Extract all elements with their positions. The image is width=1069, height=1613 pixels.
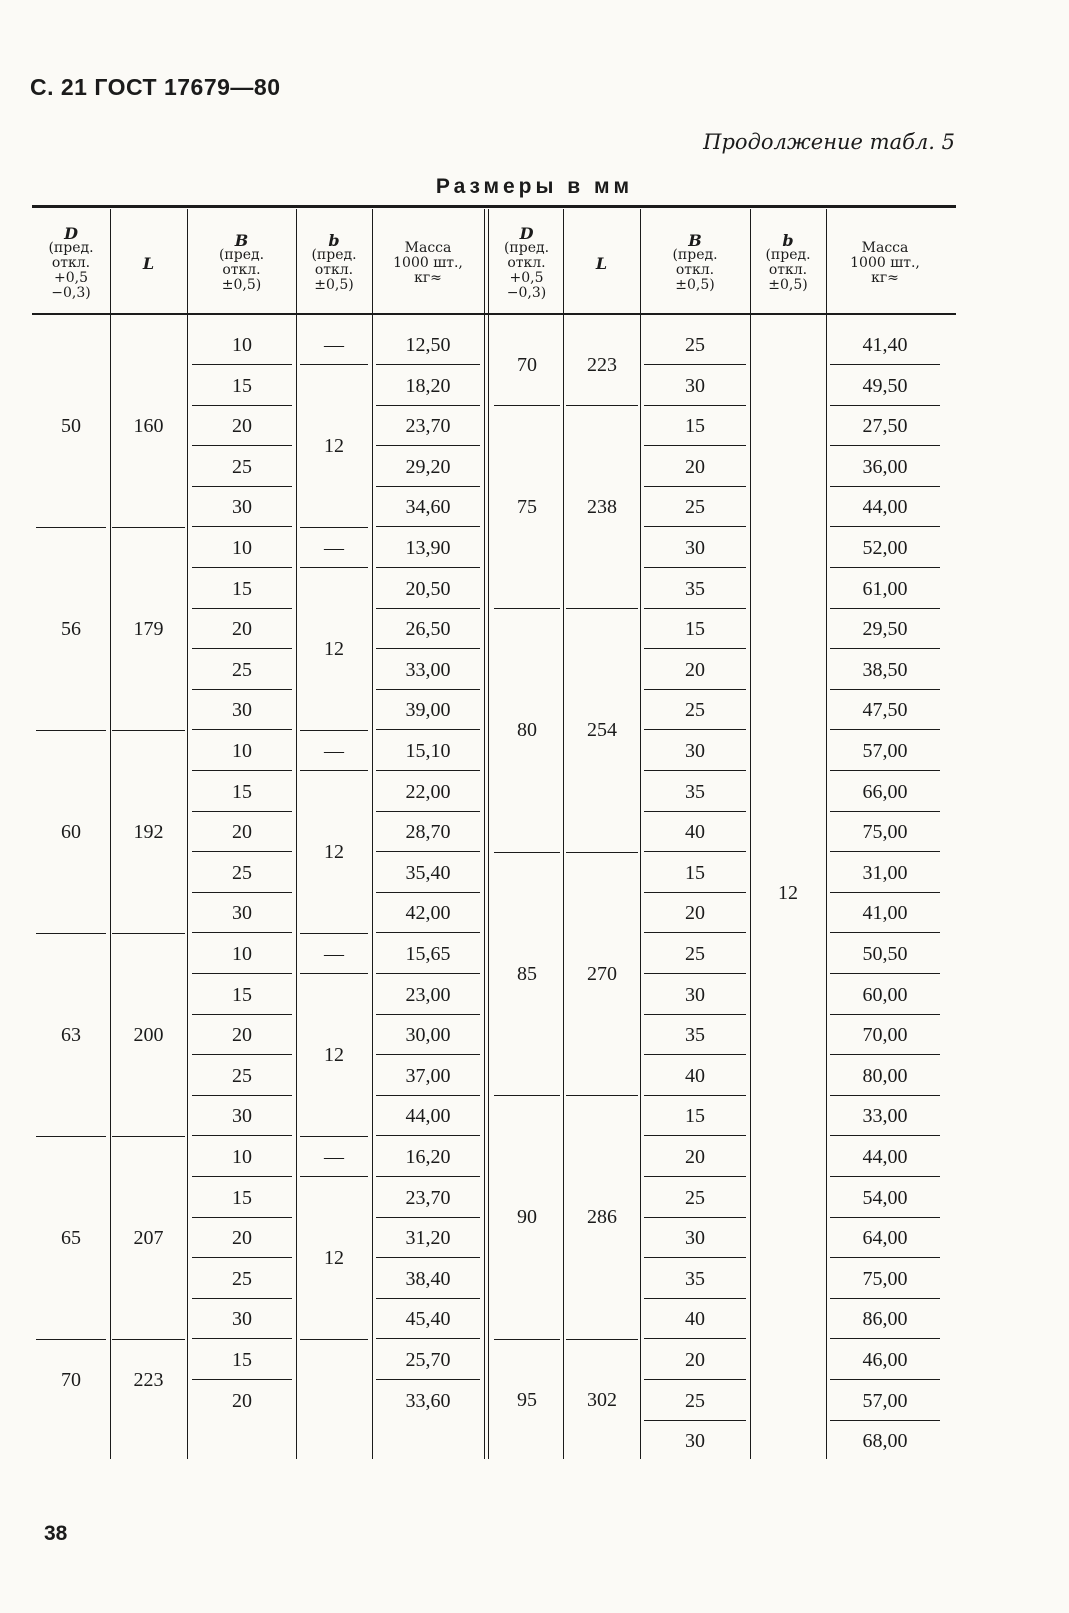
- cell-L: 286: [566, 1096, 638, 1340]
- cell-B: 25: [192, 1259, 292, 1299]
- cell-mass: 86,00: [830, 1299, 940, 1339]
- cell-B: 20: [192, 1015, 292, 1055]
- cell-mass: 75,00: [830, 1259, 940, 1299]
- cell-B: 15: [192, 1340, 292, 1380]
- cell-B: 15: [192, 1178, 292, 1218]
- cell-mass: 80,00: [830, 1056, 940, 1096]
- cell-B: 10: [192, 934, 292, 974]
- cell-mass: 57,00: [830, 1381, 940, 1421]
- cell-mass: 25,70: [376, 1340, 480, 1380]
- cell-L: 192: [112, 731, 185, 934]
- column-header: [32, 205, 110, 321]
- column-divider: [826, 209, 827, 1459]
- cell-mass: 57,00: [830, 731, 940, 771]
- cell-B: 20: [192, 812, 292, 852]
- cell-L: 302: [587, 1389, 617, 1412]
- cell-B: 15: [192, 569, 292, 609]
- header-line: откл.: [51, 254, 91, 271]
- column-header: [640, 205, 750, 321]
- cell-B: 40: [644, 812, 746, 852]
- column-divider: [750, 209, 751, 1459]
- cell-B: 10: [192, 325, 292, 365]
- cell-B: 20: [644, 1137, 746, 1177]
- cell-mass: 26,50: [376, 609, 480, 649]
- cell-B: 20: [644, 893, 746, 933]
- cell-mass: 18,20: [376, 366, 480, 406]
- cell-mass: 15,10: [376, 731, 480, 771]
- cell-mass: 70,00: [830, 1015, 940, 1055]
- cell-B: 40: [644, 1299, 746, 1339]
- cell-mass: 44,00: [376, 1096, 480, 1136]
- cell-B: 20: [644, 447, 746, 487]
- header-line: −0,3): [51, 284, 91, 301]
- header-line: ±0,5): [768, 277, 808, 293]
- header-line: откл.: [507, 254, 546, 271]
- cell-mass: 29,20: [376, 447, 480, 487]
- cell-B: 25: [644, 487, 746, 527]
- cell-b-dash: —: [300, 934, 368, 974]
- units-caption: Размеры в мм: [435, 175, 634, 198]
- cell-b-dash: —: [300, 731, 368, 771]
- cell-B: 20: [644, 650, 746, 690]
- cell-B: 15: [192, 772, 292, 812]
- cell-L: 270: [566, 853, 638, 1097]
- cell-mass: 41,00: [830, 893, 940, 933]
- cell-L: 223: [133, 1369, 164, 1392]
- cell-B: 35: [644, 569, 746, 609]
- cell-mass: 36,00: [830, 447, 940, 487]
- cell-B: 25: [644, 934, 746, 974]
- cell-b: 12: [300, 975, 368, 1137]
- cell-D: 70: [494, 325, 560, 406]
- header-symbol: D: [64, 223, 78, 243]
- cell-B: 10: [192, 731, 292, 771]
- header-symbol: B: [688, 231, 702, 250]
- column-divider: [640, 209, 641, 1459]
- header-line: (пред.: [311, 247, 357, 263]
- cell-B: 30: [644, 366, 746, 406]
- cell-L: 238: [566, 406, 638, 609]
- cell-mass: 45,40: [376, 1299, 480, 1339]
- header-line: 1000 шт.,: [850, 254, 920, 271]
- cell-mass: 33,00: [830, 1096, 940, 1136]
- header-line: откл.: [222, 262, 261, 278]
- column-divider: [372, 209, 373, 1459]
- header-symbol: L: [595, 253, 608, 273]
- cell-B: 15: [192, 366, 292, 406]
- cell-b: 12: [300, 366, 368, 528]
- cell-B: 15: [644, 609, 746, 649]
- cell-B: 15: [644, 853, 746, 893]
- column-header: [187, 205, 296, 321]
- cell-mass: 64,00: [830, 1218, 940, 1258]
- cell-mass: 16,20: [376, 1137, 480, 1177]
- cell-L: 179: [112, 528, 185, 731]
- cell-L: 160: [112, 325, 185, 528]
- cell-b-dash: —: [300, 528, 368, 568]
- cell-B: 25: [644, 325, 746, 365]
- cell-mass: 29,50: [830, 609, 940, 649]
- cell-b-dash: —: [300, 325, 368, 365]
- cell-B: 30: [192, 487, 292, 527]
- cell-B: 15: [644, 406, 746, 446]
- cell-B: 30: [644, 975, 746, 1015]
- header-line: кг≈: [871, 269, 899, 286]
- header-line: кг≈: [414, 269, 442, 286]
- cell-mass: 33,00: [376, 650, 480, 690]
- page-number: 38: [44, 1522, 68, 1545]
- header-symbol: b: [328, 231, 340, 250]
- cell-b: 12: [778, 881, 798, 904]
- cell-mass: 22,00: [376, 772, 480, 812]
- header-line: (пред.: [48, 239, 94, 256]
- cell-mass: 68,00: [862, 1430, 908, 1453]
- cell-D: 60: [36, 731, 106, 934]
- cell-D: 90: [494, 1096, 560, 1340]
- cell-B: 25: [644, 690, 746, 730]
- cell-mass: 30,00: [376, 1015, 480, 1055]
- cell-mass: 12,50: [376, 325, 480, 365]
- cell-mass: 35,40: [376, 853, 480, 893]
- cell-B: 40: [644, 1056, 746, 1096]
- header-symbol: D: [519, 223, 534, 243]
- cell-mass: 49,50: [830, 366, 940, 406]
- header-line: −0,3): [506, 284, 547, 301]
- cell-mass: 15,65: [376, 934, 480, 974]
- header-symbol: L: [142, 253, 155, 273]
- dimensions-table: [32, 205, 956, 1505]
- column-header: [826, 205, 944, 321]
- cell-B: 15: [644, 1096, 746, 1136]
- column-header: [110, 205, 187, 321]
- cell-B: 25: [192, 650, 292, 690]
- cell-B: 30: [644, 731, 746, 771]
- cell-D: 56: [36, 528, 106, 731]
- cell-mass: 46,00: [830, 1340, 940, 1380]
- header-line: ±0,5): [221, 277, 262, 293]
- header-line: ±0,5): [314, 277, 354, 293]
- header-line: (пред.: [503, 239, 550, 256]
- cell-B: 20: [644, 1340, 746, 1380]
- cell-B: 10: [192, 1137, 292, 1177]
- cell-B: 35: [644, 772, 746, 812]
- header-line: (пред.: [765, 247, 811, 263]
- cell-B: 25: [644, 1381, 746, 1421]
- cell-b-dash: —: [300, 1137, 368, 1177]
- header-line: (пред.: [672, 247, 718, 263]
- cell-b: 12: [300, 1178, 368, 1340]
- column-header: [750, 205, 826, 321]
- cell-B: 30: [192, 893, 292, 933]
- cell-mass: 27,50: [830, 406, 940, 446]
- cell-B: 20: [192, 406, 292, 446]
- cell-mass: 60,00: [830, 975, 940, 1015]
- cell-B: 30: [192, 690, 292, 730]
- cell-B: 30: [644, 1218, 746, 1258]
- cell-mass: 33,60: [405, 1389, 451, 1412]
- header-line: Масса: [861, 239, 909, 256]
- column-divider: [296, 209, 297, 1459]
- cell-mass: 31,20: [376, 1218, 480, 1258]
- cell-mass: 52,00: [830, 528, 940, 568]
- cell-mass: 41,40: [830, 325, 940, 365]
- cell-D: 80: [494, 609, 560, 853]
- cell-D: 75: [494, 406, 560, 609]
- cell-D: 63: [36, 934, 106, 1137]
- cell-L: 200: [112, 934, 185, 1137]
- cell-mass: 20,50: [376, 569, 480, 609]
- cell-B: 20: [232, 1389, 252, 1412]
- cell-L: 207: [112, 1137, 185, 1340]
- header-line: 1000 шт.,: [393, 254, 463, 271]
- cell-b: 12: [300, 772, 368, 934]
- cell-mass: 13,90: [376, 528, 480, 568]
- cell-B: 35: [644, 1259, 746, 1299]
- header-line: +0,5: [54, 269, 88, 286]
- header-line: Масса: [404, 239, 452, 256]
- cell-mass: 23,70: [376, 1178, 480, 1218]
- cell-L: 223: [566, 325, 638, 406]
- cell-mass: 38,50: [830, 650, 940, 690]
- cell-B: 25: [192, 853, 292, 893]
- cell-mass: 61,00: [830, 569, 940, 609]
- header-line: откл.: [768, 262, 808, 278]
- cell-mass: 34,60: [376, 487, 480, 527]
- column-header: [372, 205, 484, 321]
- cell-mass: 44,00: [830, 487, 940, 527]
- cell-B: 25: [192, 1056, 292, 1096]
- cell-D: 65: [36, 1137, 106, 1340]
- cell-mass: 23,70: [376, 406, 480, 446]
- cell-mass: 44,00: [830, 1137, 940, 1177]
- cell-mass: 66,00: [830, 772, 940, 812]
- cell-L: 254: [566, 609, 638, 853]
- cell-B: 35: [644, 1015, 746, 1055]
- header-symbol: b: [782, 231, 794, 250]
- cell-b: 12: [300, 569, 368, 731]
- cell-B: 25: [192, 447, 292, 487]
- column-divider: [110, 209, 111, 1459]
- cell-mass: 37,00: [376, 1056, 480, 1096]
- header-line: откл.: [675, 262, 715, 278]
- cell-D: 85: [494, 853, 560, 1097]
- cell-D: 50: [36, 325, 106, 528]
- cell-D: 70: [61, 1369, 81, 1392]
- header-line: (пред.: [218, 247, 265, 263]
- cell-mass: 39,00: [376, 690, 480, 730]
- cell-mass: 28,70: [376, 812, 480, 852]
- cell-mass: 42,00: [376, 893, 480, 933]
- header-line: +0,5: [509, 269, 544, 286]
- cell-mass: 38,40: [376, 1259, 480, 1299]
- column-divider: [484, 209, 485, 1459]
- page-header: С. 21 ГОСТ 17679—80: [30, 74, 281, 100]
- cell-B: 10: [192, 528, 292, 568]
- cell-D: 95: [517, 1389, 537, 1412]
- header-line: откл.: [314, 262, 354, 278]
- cell-mass: 47,50: [830, 690, 940, 730]
- cell-mass: 23,00: [376, 975, 480, 1015]
- cell-B: 30: [192, 1299, 292, 1339]
- table-continuation-label: Продолжение табл. 5: [703, 130, 955, 154]
- header-symbol: B: [234, 231, 249, 250]
- column-divider: [563, 209, 564, 1459]
- cell-B: 20: [192, 1218, 292, 1258]
- cell-B: 15: [192, 975, 292, 1015]
- cell-B: 30: [685, 1430, 705, 1453]
- column-header: [563, 205, 640, 321]
- column-divider: [187, 209, 188, 1459]
- cell-mass: 31,00: [830, 853, 940, 893]
- column-divider: [488, 209, 489, 1459]
- column-header: [296, 205, 372, 321]
- column-header: [490, 205, 563, 321]
- cell-mass: 54,00: [830, 1178, 940, 1218]
- cell-mass: 50,50: [830, 934, 940, 974]
- cell-mass: 75,00: [830, 812, 940, 852]
- cell-B: 25: [644, 1178, 746, 1218]
- cell-B: 20: [192, 609, 292, 649]
- header-line: ±0,5): [675, 277, 715, 293]
- cell-B: 30: [192, 1096, 292, 1136]
- cell-B: 30: [644, 528, 746, 568]
